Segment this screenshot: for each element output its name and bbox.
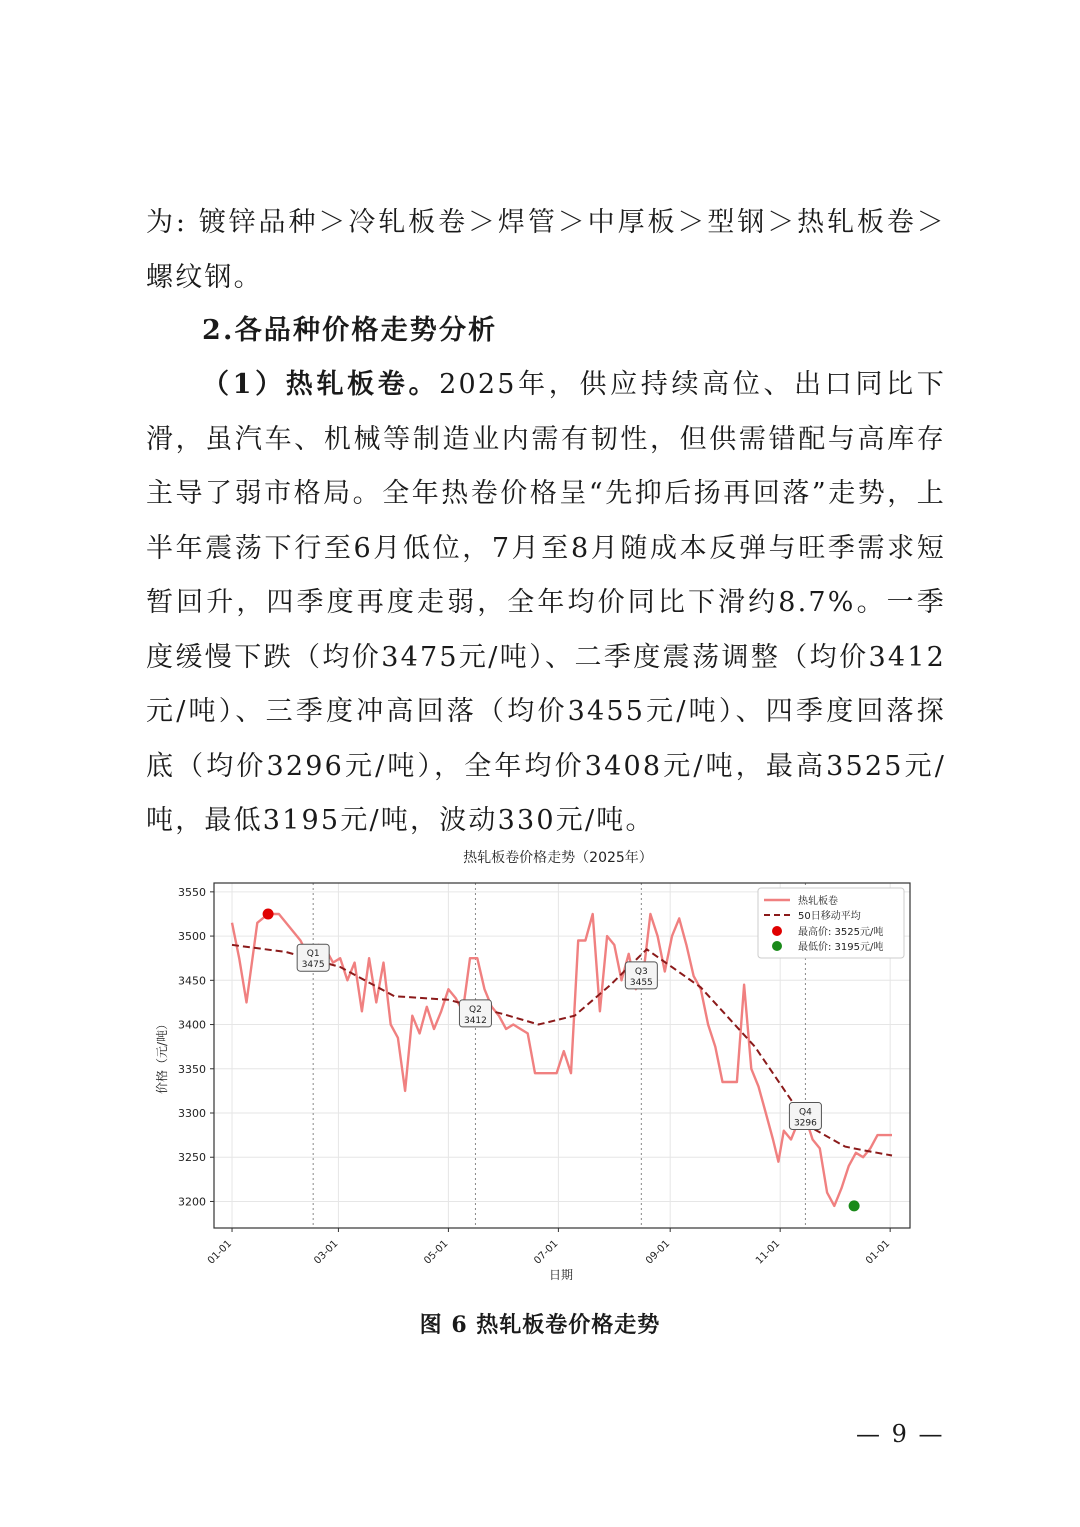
quarter-annotation [459, 1000, 491, 1027]
x-tick-label: 01-01 [205, 1238, 235, 1267]
legend-max-label: 最高价: 3525元/吨 [798, 927, 884, 938]
y-tick-label: 3300 [178, 1107, 206, 1120]
min-price-marker [849, 1200, 860, 1211]
x-tick-label: 03-01 [312, 1238, 341, 1267]
y-tick-label: 3450 [178, 974, 206, 988]
x-tick-label: 07-01 [532, 1238, 561, 1267]
price-chart [150, 838, 930, 1298]
chart-title: 热轧板卷价格走势（2025年） [463, 850, 653, 866]
y-tick-label: 3350 [178, 1062, 206, 1076]
quarter-annotation-label: Q3 [634, 966, 648, 977]
paragraph-body: 2025年，供应持续高位、出口同比下滑，虽汽车、机械等制造业内需有韧性，但供需错配与高库存主导了弱市格局。全年热卷价格呈“先抑后扬再回落”走势，上半年震荡下行至6月低位，7月至8月随成本反弹与旺季需求短暂回升，四季度再度走弱，全年均价同比下滑约8.7%。一季度缓慢下跌（均价3475元/吨）、二季度震荡调整（均价3412元/吨）、三季度冲高回落（均价3455元/吨）、四季度回落探底（均价3296元/吨），全年均价3408元/吨，最高3525元/吨，最低3195元/吨，波动330元/吨。 [146, 369, 947, 836]
legend-ma-label: 50日移动平均 [798, 911, 861, 922]
x-tick-label: 05-01 [422, 1238, 451, 1267]
max-price-marker [263, 908, 274, 919]
quarter-annotation [297, 944, 329, 971]
quarter-annotation-value: 3412 [463, 1015, 487, 1026]
y-tick-label: 3200 [178, 1195, 206, 1209]
legend-min-label: 最低价: 3195元/吨 [798, 942, 884, 953]
legend-min-swatch [772, 941, 782, 951]
x-tick-label: 11-01 [753, 1238, 783, 1267]
legend-max-swatch [772, 926, 782, 936]
intro-text: 为: 镀锌品种＞冷轧板卷＞焊管＞中厚板＞型钢＞热轧板卷＞螺纹钢。 [146, 207, 946, 293]
section-heading: 2.各品种价格走势分析 [202, 315, 498, 346]
x-axis-label: 日期 [548, 1268, 574, 1282]
legend-price-label: 热轧板卷 [798, 896, 838, 907]
quarter-annotation-value: 3296 [793, 1118, 817, 1129]
y-tick-label: 3550 [178, 885, 206, 899]
chart-legend [758, 888, 904, 958]
intro-paragraph [146, 196, 946, 305]
quarter-annotation [789, 1103, 821, 1130]
quarter-annotation-value: 3455 [629, 977, 653, 988]
quarter-annotation-label: Q2 [469, 1004, 482, 1015]
section-heading-block [146, 304, 946, 359]
x-tick-label: 01-01 [863, 1238, 893, 1267]
figure-caption: 图 6 热轧板卷价格走势 [419, 1312, 661, 1338]
hot-rolled-paragraph [146, 358, 946, 849]
price-chart-svg [150, 838, 930, 1298]
page-number: — 9 — [856, 1420, 945, 1448]
quarter-annotation-label: Q1 [306, 949, 320, 960]
x-tick-label: 09-01 [643, 1238, 673, 1267]
paragraph-lead: （1）热轧板卷。 [202, 369, 440, 400]
y-axis-label: 价格（元/吨） [155, 1017, 169, 1095]
quarter-annotation-value: 3475 [301, 960, 325, 971]
y-tick-label: 3250 [178, 1151, 206, 1165]
quarter-annotation-label: Q4 [799, 1107, 812, 1118]
y-tick-label: 3400 [178, 1018, 206, 1032]
quarter-annotation [625, 962, 657, 989]
y-tick-label: 3500 [178, 930, 206, 944]
